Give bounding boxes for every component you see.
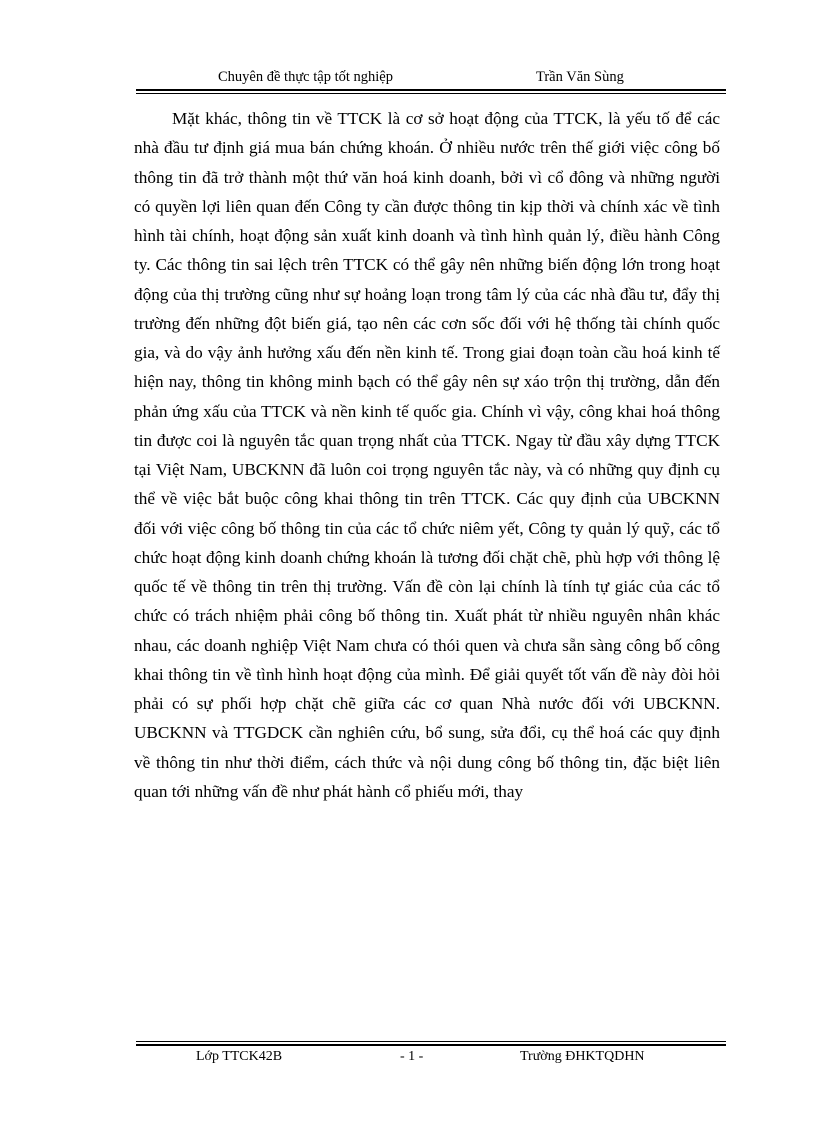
header-author-name: Trần Văn Sùng: [536, 69, 624, 85]
footer-university-name: Trường ĐHKTQDHN: [520, 1049, 645, 1064]
footer-page-number: - 1 -: [400, 1049, 424, 1064]
footer-class-name: Lớp TTCK42B: [196, 1049, 283, 1064]
page-header: [136, 66, 726, 90]
header-document-title: Chuyên đề thực tập tốt nghiệp: [218, 69, 393, 85]
header-rule-thin: [136, 93, 726, 94]
header-rule-thick: [136, 89, 726, 91]
body-paragraph: Mặt khác, thông tin về TTCK là cơ sở hoạt động của TTCK, là yếu tố để các nhà đầu tư định giá mua bán chứng khoán. Ở nhiều nước trên thế giới việc công bố thông tin đã trở thành một thứ văn hoá kinh doanh, bởi vì cổ đông và những người có quyền lợi liên quan đến Công ty cần được thông tin kịp thời và chính xác về tình hình tài chính, hoạt động sản xuất kinh doanh và tình hình quản lý, điều hành Công ty. Các thông tin sai lệch trên TTCK có thể gây nên những biến động lớn trong hoạt động của thị trường cũng như sự hoảng loạn trong tâm lý của các nhà đầu tư, đẩy thị trường đến những đột biến giá, tạo nên các cơn sốc đối với hệ thống tài chính quốc gia, và do vậy ảnh hưởng xấu đến nền kinh tế. Trong giai đoạn toàn cầu hoá kinh tế hiện nay, thông tin không minh bạch có thể gây nên sự xáo trộn thị trường, dẫn đến phản ứng xấu của TTCK và nền kinh tế quốc gia. Chính vì vậy, công khai hoá thông tin được coi là nguyên tắc quan trọng nhất của TTCK. Ngay từ đầu xây dựng TTCK tại Việt Nam, UBCKNN đã luôn coi trọng nguyên tắc này, và có những quy định cụ thể về việc bắt buộc công khai thông tin trên TTCK. Các quy định của UBCKNN đối với việc công bố thông tin của các tổ chức niêm yết, Công ty quản lý quỹ, các tổ chức hoạt động kinh doanh chứng khoán là tương đối chặt chẽ, phù hợp với thông lệ quốc tế về thông tin trên thị trường. Vấn đề còn lại chính là tính tự giác của các tổ chức có trách nhiệm phải công bố thông tin. Xuất phát từ nhiều nguyên nhân khác nhau, các doanh nghiệp Việt Nam chưa có thói quen và chưa sẵn sàng công bố công khai thông tin về tình hình hoạt động của mình. Để giải quyết tốt vấn đề này đòi hỏi phải có sự phối hợp chặt chẽ giữa các cơ quan Nhà nước đối với UBCKNN. UBCKNN và TTGDCK cần nghiên cứu, bổ sung, sửa đổi, cụ thể hoá các quy định về thông tin như thời điểm, cách thức và nội dung công bố thông tin, đặc biệt liên quan tới những vấn đề như phát hành cổ phiếu mới, thay: [134, 109, 720, 801]
footer-rule-thin: [136, 1041, 726, 1042]
footer-rule-thick: [136, 1044, 726, 1046]
